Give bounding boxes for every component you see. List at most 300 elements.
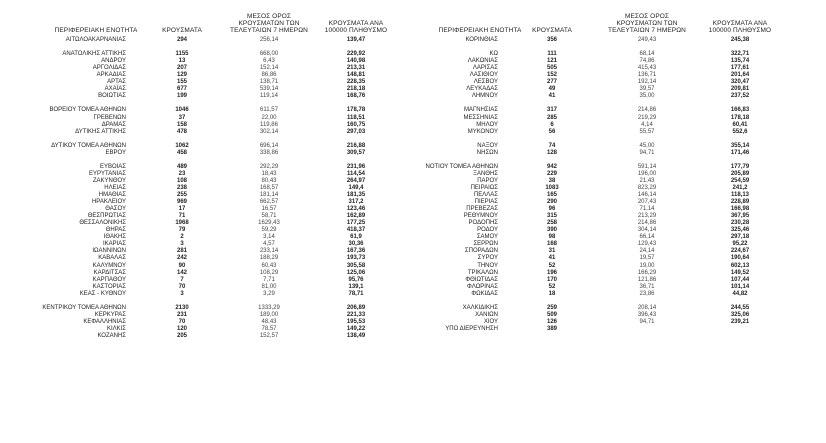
- avg-value: 138,71: [259, 79, 279, 86]
- per100k-value: 201,64: [730, 72, 750, 79]
- region-name: ΗΡΑΚΛΕΙΟΥ: [91, 199, 126, 206]
- per100k-value: 107,44: [730, 276, 750, 283]
- cases-value: 259: [546, 304, 557, 311]
- avg-value: 146,14: [637, 192, 657, 199]
- per100k-value: 181,35: [346, 192, 366, 199]
- region-name: ΝΟΤΙΟΥ ΤΟΜΕΑ ΑΘΗΝΩΝ: [425, 163, 498, 170]
- avg-value: 39,57: [639, 86, 655, 93]
- cases-value: 229: [546, 170, 557, 177]
- per100k-value: 241,2: [732, 184, 748, 191]
- per100k-value: 114,54: [346, 170, 366, 177]
- per100k-value: 418,37: [346, 227, 366, 234]
- region-name: ΜΥΚΟΝΟΥ: [467, 128, 498, 135]
- avg-value: 94,71: [639, 318, 655, 325]
- region-name: ΘΑΣΟΥ: [105, 206, 126, 213]
- region-name: ΚΑΛΥΜΝΟΥ: [92, 262, 126, 269]
- per100k-value: 60,41: [732, 121, 748, 128]
- avg-value: 78,57: [261, 325, 277, 332]
- cases-value: 128: [546, 149, 557, 156]
- region-name: ΑΡΤΑΣ: [107, 79, 126, 86]
- cases-value: 1062: [175, 142, 189, 149]
- avg-value: 539,14: [259, 86, 279, 93]
- per100k-value: 325,46: [730, 227, 750, 234]
- cases-value: 196: [546, 269, 557, 276]
- per100k-value: 123,46: [346, 206, 366, 213]
- region-name: ΡΟΔΟΠΗΣ: [468, 220, 498, 227]
- avg-value: 3,14: [263, 234, 275, 241]
- per100k-value: 140,98: [346, 58, 366, 65]
- region-name: ΙΚΑΡΙΑΣ: [102, 241, 126, 248]
- cases-value: 509: [546, 311, 557, 318]
- per100k-value: 149,22: [346, 325, 366, 332]
- avg-value: 3,29: [263, 290, 275, 297]
- per100k-value: 209,81: [730, 86, 750, 93]
- cases-value: 121: [546, 58, 557, 65]
- per100k-value: 138,49: [346, 332, 366, 339]
- avg-value: 213,29: [637, 213, 657, 220]
- avg-value: 7,71: [263, 276, 275, 283]
- region-name: ΓΡΕΒΕΝΩΝ: [93, 114, 126, 121]
- per100k-value: 305,58: [346, 262, 366, 269]
- region-name: ΞΑΝΘΗΣ: [473, 170, 498, 177]
- per100k-value: 297,18: [730, 234, 750, 241]
- avg-value: 24,14: [639, 248, 655, 255]
- avg-value: 1333,29: [258, 304, 280, 311]
- per100k-value: 177,79: [730, 163, 750, 170]
- avg-value: 208,14: [637, 304, 657, 311]
- cases-value: 290: [546, 199, 557, 206]
- region-name: ΠΑΡΟΥ: [477, 177, 498, 184]
- cases-value: 242: [176, 255, 187, 262]
- per100k-value: 228,89: [730, 199, 750, 206]
- cases-value: 389: [546, 325, 557, 332]
- per100k-value: 245,38: [730, 37, 750, 43]
- per100k-value: 229,92: [346, 51, 366, 58]
- region-name: ΚΕΑΣ - ΚΥΘΝΟΥ: [79, 290, 126, 297]
- cases-value: 49: [548, 86, 556, 93]
- cases-value: 6: [550, 121, 554, 128]
- avg-value: 696,14: [259, 142, 279, 149]
- per100k-value: 190,64: [730, 255, 750, 262]
- header-cases: ΚΡΟΥΣΜΑΤΑ: [162, 27, 202, 34]
- cases-value: 356: [546, 37, 557, 43]
- per100k-value: 30,36: [348, 241, 364, 248]
- header-avg: ΜΕΣΟΣ ΟΡΟΣ ΚΡΟΥΣΜΑΤΩΝ ΤΩΝ ΤΕΛΕΥΤΑΙΩΝ 7 ΗΜΕΡΩΝ: [230, 13, 308, 34]
- per100k-value: 95,76: [348, 276, 364, 283]
- per100k-value: 231,96: [346, 163, 366, 170]
- per100k-value: 244,55: [730, 304, 750, 311]
- cases-value: 108: [176, 177, 187, 184]
- region-name: ΚΑΡΠΑΘΟΥ: [92, 276, 126, 283]
- avg-value: 4,14: [641, 121, 653, 128]
- avg-value: 396,43: [637, 311, 657, 318]
- per100k-value: 148,81: [346, 72, 366, 79]
- cases-value: 52: [548, 262, 556, 269]
- per100k-value: 309,57: [346, 149, 366, 156]
- cases-value: 281: [176, 248, 187, 255]
- avg-value: 302,14: [259, 128, 279, 135]
- avg-value: 19,00: [639, 262, 655, 269]
- per100k-value: 355,14: [730, 142, 750, 149]
- per100k-value: 325,06: [730, 311, 750, 318]
- per100k-value: 61,9: [350, 234, 362, 241]
- avg-value: 55,57: [639, 128, 655, 135]
- avg-value: 129,43: [637, 241, 657, 248]
- region-name: ΧΑΛΚΙΔΙΚΗΣ: [462, 304, 498, 311]
- avg-value: 188,29: [259, 255, 279, 262]
- cases-value: 285: [546, 114, 557, 121]
- cases-value: 231: [176, 311, 187, 318]
- per100k-value: 166,98: [730, 206, 750, 213]
- cases-value: 390: [546, 227, 557, 234]
- avg-value: 86,86: [261, 72, 277, 79]
- avg-value: 207,43: [637, 199, 657, 206]
- avg-value: 48,43: [261, 318, 277, 325]
- cases-value: 41: [548, 255, 556, 262]
- cases-value: 255: [176, 192, 187, 199]
- avg-value: 18,43: [261, 170, 277, 177]
- region-name: ΜΑΓΝΗΣΙΑΣ: [463, 107, 498, 114]
- avg-value: 1629,43: [258, 220, 280, 227]
- per100k-value: 602,13: [730, 262, 750, 269]
- avg-value: 192,14: [637, 79, 657, 86]
- region-name: ΛΕΥΚΑΔΑΣ: [466, 86, 498, 93]
- header-region: ΠΕΡΙΦΕΡΕΙΑΚΗ ΕΝΟΤΗΤΑ: [54, 27, 138, 34]
- region-name: ΤΡΙΚΑΛΩΝ: [467, 269, 498, 276]
- region-name: ΣΕΡΡΩΝ: [473, 241, 498, 248]
- cases-value: 79: [178, 227, 186, 234]
- per100k-value: 135,74: [730, 58, 750, 65]
- region-name: ΘΕΣΠΡΩΤΙΑΣ: [87, 213, 126, 220]
- header-per100k: ΚΡΟΥΣΜΑΤΑ ΑΝΑ 100000 ΠΛΗΘΥΣΜΟ: [708, 20, 772, 34]
- avg-value: 4,57: [263, 241, 275, 248]
- per100k-value: 149,4: [348, 184, 364, 191]
- per100k-value: 264,97: [346, 177, 366, 184]
- region-name: ΗΜΑΘΙΑΣ: [98, 192, 126, 199]
- cases-value: 505: [546, 65, 557, 72]
- per100k-value: 224,67: [730, 248, 750, 255]
- region-name: ΥΠΟ ΔΙΕΡΕΥΝΗΣΗ: [445, 325, 498, 332]
- avg-value: 119,14: [260, 93, 278, 100]
- region-name: ΠΡΕΒΕΖΑΣ: [466, 206, 498, 213]
- per100k-value: 177,25: [346, 220, 366, 227]
- per100k-value: 297,03: [346, 128, 366, 135]
- cases-value: 142: [176, 269, 187, 276]
- cases-value: 126: [546, 318, 557, 325]
- cases-value: 38: [548, 177, 556, 184]
- region-name: ΛΕΣΒΟΥ: [473, 79, 498, 86]
- cases-value: 489: [176, 163, 187, 170]
- per100k-value: 254,59: [730, 177, 750, 184]
- region-name: ΠΕΛΛΑΣ: [473, 192, 498, 199]
- per100k-value: 167,36: [346, 248, 366, 255]
- cases-value: 17: [178, 206, 186, 213]
- avg-value: 304,14: [637, 227, 657, 234]
- region-name: ΚΑΡΔΙΤΣΑΣ: [93, 269, 126, 276]
- avg-value: 66,14: [639, 234, 655, 241]
- per100k-value: 367,95: [730, 213, 750, 220]
- per100k-value: 218,18: [346, 86, 366, 93]
- avg-value: 22,00: [261, 114, 277, 121]
- cases-value: 120: [176, 325, 187, 332]
- per100k-value: 552,6: [732, 128, 748, 135]
- per100k-value: 118,13: [730, 192, 750, 199]
- cases-value: 152: [546, 72, 557, 79]
- region-name: ΚΩ: [489, 51, 498, 58]
- avg-value: 36,71: [639, 283, 655, 290]
- avg-value: 58,71: [261, 213, 277, 220]
- avg-value: 219,29: [637, 114, 657, 121]
- region-name: ΑΙΤΩΛΟΑΚΑΡΝΑΝΙΑΣ: [65, 37, 126, 43]
- cases-value: 1968: [175, 220, 189, 227]
- avg-value: 256,14: [259, 37, 279, 43]
- avg-value: 168,57: [259, 184, 279, 191]
- cases-value: 129: [176, 72, 187, 79]
- region-name: ΧΑΝΙΩΝ: [475, 311, 498, 318]
- per100k-value: 195,53: [346, 318, 366, 325]
- region-name: ΕΥΡΥΤΑΝΙΑΣ: [89, 170, 126, 177]
- cases-value: 74: [548, 142, 556, 149]
- cases-value: 317: [546, 107, 557, 114]
- cases-value: 277: [546, 79, 557, 86]
- avg-value: 214,86: [637, 107, 657, 114]
- per100k-value: 216,88: [346, 142, 366, 149]
- region-name: ΡΕΘΥΜΝΟΥ: [463, 213, 498, 220]
- avg-value: 611,57: [260, 107, 278, 114]
- per100k-value: 78,71: [348, 290, 364, 297]
- per100k-value: 239,21: [730, 318, 750, 325]
- region-name: ΔΥΤΙΚΟΥ ΤΟΜΕΑ ΑΘΗΝΩΝ: [51, 142, 126, 149]
- avg-value: 19,57: [639, 255, 655, 262]
- cases-value: 13: [178, 58, 186, 65]
- region-name: ΣΥΡΟΥ: [477, 255, 498, 262]
- per100k-value: 125,06: [346, 269, 366, 276]
- region-name: ΑΧΑΪΑΣ: [104, 86, 126, 93]
- header-region: ΠΕΡΙΦΕΡΕΙΑΚΗ ΕΝΟΤΗΤΑ: [438, 27, 522, 34]
- per100k-value: 213,31: [346, 65, 366, 72]
- region-name: ΖΑΚΥΝΘΟΥ: [92, 177, 126, 184]
- avg-value: 591,14: [637, 163, 657, 170]
- region-name: ΙΘΑΚΗΣ: [103, 234, 126, 241]
- region-name: ΑΝΑΤΟΛΙΚΗΣ ΑΤΤΙΚΗΣ: [62, 51, 126, 58]
- region-name: ΤΗΝΟΥ: [477, 262, 498, 269]
- per100k-value: 178,78: [346, 107, 366, 114]
- region-name: ΕΒΡΟΥ: [105, 149, 126, 156]
- cases-value: 315: [546, 213, 557, 220]
- avg-value: 16,57: [261, 206, 277, 213]
- per100k-value: 166,83: [730, 107, 750, 114]
- per100k-value: 171,46: [730, 149, 750, 156]
- per100k-value: 168,76: [346, 93, 366, 100]
- cases-value: 18: [548, 290, 556, 297]
- cases-value: 1155: [175, 51, 189, 58]
- region-name: ΠΙΕΡΙΑΣ: [474, 199, 498, 206]
- region-name: ΘΗΡΑΣ: [105, 227, 126, 234]
- cases-value: 238: [176, 184, 187, 191]
- cases-value: 168: [546, 241, 557, 248]
- cases-value: 942: [546, 163, 557, 170]
- cases-value: 1083: [545, 184, 559, 191]
- cases-value: 1046: [175, 107, 189, 114]
- avg-value: 196,00: [637, 170, 657, 177]
- region-name: ΔΥΤΙΚΗΣ ΑΤΤΙΚΗΣ: [75, 128, 126, 135]
- cases-value: 207: [176, 65, 187, 72]
- region-name: ΔΡΑΜΑΣ: [101, 121, 126, 128]
- per100k-value: 177,61: [730, 65, 750, 72]
- per100k-value: 162,89: [346, 213, 366, 220]
- per100k-value: 44,82: [732, 290, 748, 297]
- cases-value: 96: [548, 206, 556, 213]
- region-name: ΦΘΙΩΤΙΔΑΣ: [465, 276, 498, 283]
- region-name: ΚΑΣΤΟΡΙΑΣ: [92, 283, 126, 290]
- cases-value: 90: [178, 262, 186, 269]
- cases-value: 205: [176, 332, 187, 339]
- per100k-value: 320,47: [730, 79, 750, 86]
- cases-value: 165: [546, 192, 557, 199]
- avg-value: 249,43: [637, 37, 657, 43]
- region-name: ΚΟΖΑΝΗΣ: [97, 332, 126, 339]
- cases-value: 98: [548, 234, 556, 241]
- per100k-value: 237,52: [730, 93, 750, 100]
- region-name: ΗΛΕΙΑΣ: [104, 184, 126, 191]
- avg-value: 338,86: [259, 149, 279, 156]
- region-name: ΜΗΛΟΥ: [476, 121, 498, 128]
- cases-value: 458: [176, 149, 187, 156]
- region-name: ΑΡΓΟΛΙΔΑΣ: [92, 65, 126, 72]
- avg-value: 94,71: [639, 149, 655, 156]
- avg-value: 181,14: [259, 192, 279, 199]
- avg-value: 81,00: [261, 283, 277, 290]
- region-name: ΕΥΒΟΙΑΣ: [99, 163, 126, 170]
- cases-value: 70: [178, 318, 186, 325]
- cases-value: 2: [180, 234, 184, 241]
- region-name: ΣΑΜΟΥ: [476, 234, 498, 241]
- region-name: ΦΩΚΙΔΑΣ: [471, 290, 498, 297]
- per100k-value: 193,73: [346, 255, 366, 262]
- avg-value: 823,29: [637, 184, 657, 191]
- per100k-value: 149,52: [730, 269, 750, 276]
- cases-value: 41: [548, 93, 556, 100]
- region-name: ΑΡΚΑΔΙΑΣ: [96, 72, 126, 79]
- region-name: ΧΙΟΥ: [483, 318, 498, 325]
- region-name: ΦΛΩΡΙΝΑΣ: [467, 283, 498, 290]
- per100k-value: 160,75: [346, 121, 366, 128]
- avg-value: 136,71: [637, 72, 657, 79]
- per100k-value: 230,28: [730, 220, 750, 227]
- avg-value: 152,14: [259, 65, 279, 72]
- avg-value: 233,14: [259, 248, 279, 255]
- avg-value: 59,29: [261, 227, 277, 234]
- cases-value: 70: [178, 283, 186, 290]
- cases-value: 2130: [175, 304, 189, 311]
- region-name: ΚΕΡΚΥΡΑΣ: [94, 311, 126, 318]
- region-name: ΝΑΞΟΥ: [477, 142, 498, 149]
- avg-value: 71,14: [639, 206, 655, 213]
- cases-value: 158: [176, 121, 187, 128]
- region-name: ΝΗΣΩΝ: [476, 149, 498, 156]
- region-name: ΚΕΦΑΛΛΗΝΙΑΣ: [83, 318, 126, 325]
- avg-value: 45,00: [639, 142, 655, 149]
- region-name: ΛΗΜΝΟΥ: [471, 93, 498, 100]
- per100k-value: 205,89: [730, 170, 750, 177]
- avg-value: 60,43: [261, 262, 277, 269]
- region-name: ΡΟΔΟΥ: [477, 227, 498, 234]
- per100k-value: 228,35: [346, 79, 366, 86]
- avg-value: 80,43: [261, 177, 277, 184]
- avg-value: 35,00: [639, 93, 655, 100]
- cases-value: 7: [180, 276, 184, 283]
- cases-value: 258: [546, 220, 557, 227]
- region-name: ΚΑΒΑΛΑΣ: [98, 255, 126, 262]
- cases-value: 52: [548, 283, 556, 290]
- header-per100k: ΚΡΟΥΣΜΑΤΑ ΑΝΑ 100000 ΠΛΗΘΥΣΜΟ: [324, 20, 388, 34]
- per100k-value: 206,89: [346, 304, 366, 311]
- avg-value: 108,29: [259, 269, 279, 276]
- avg-value: 152,57: [259, 332, 279, 339]
- cases-value: 478: [176, 128, 187, 135]
- avg-value: 74,86: [639, 58, 655, 65]
- region-name: ΜΕΣΣΗΝΙΑΣ: [463, 114, 498, 121]
- per100k-value: 95,22: [732, 241, 748, 248]
- region-name: ΒΟΙΩΤΙΑΣ: [98, 93, 126, 100]
- avg-value: 292,29: [259, 163, 279, 170]
- header-cases: ΚΡΟΥΣΜΑΤΑ: [532, 27, 572, 34]
- cases-value: 969: [176, 199, 187, 206]
- avg-value: 662,57: [259, 199, 279, 206]
- region-name: ΚΟΡΙΝΘΙΑΣ: [465, 37, 498, 43]
- per100k-value: 118,51: [346, 114, 366, 121]
- per100k-value: 322,71: [730, 51, 750, 58]
- region-name: ΑΝΔΡΟΥ: [101, 58, 126, 65]
- region-name: ΛΑΡΙΣΑΣ: [472, 65, 498, 72]
- cases-value: 199: [176, 93, 187, 100]
- cases-value: 294: [176, 37, 187, 43]
- header-avg: ΜΕΣΟΣ ΟΡΟΣ ΚΡΟΥΣΜΑΤΩΝ ΤΩΝ ΤΕΛΕΥΤΑΙΩΝ 7 ΗΜΕΡΩΝ: [608, 13, 686, 34]
- cases-value: 677: [176, 86, 187, 93]
- per100k-value: 317,2: [348, 199, 364, 206]
- region-name: ΙΩΑΝΝΙΝΩΝ: [92, 248, 126, 255]
- avg-value: 214,86: [637, 220, 657, 227]
- region-name: ΛΑΣΙΘΙΟΥ: [469, 72, 498, 79]
- cases-value: 3: [180, 290, 184, 297]
- cases-value: 71: [178, 213, 186, 220]
- cases-value: 31: [548, 248, 556, 255]
- region-name: ΘΕΣΣΑΛΟΝΙΚΗΣ: [79, 220, 126, 227]
- cases-value: 3: [180, 241, 184, 248]
- avg-value: 121,86: [637, 276, 657, 283]
- cases-value: 37: [178, 114, 186, 121]
- cases-value: 170: [546, 276, 557, 283]
- avg-value: 6,43: [263, 58, 275, 65]
- avg-value: 68,14: [639, 51, 655, 58]
- avg-value: 119,86: [260, 121, 278, 128]
- avg-value: 189,00: [259, 311, 279, 318]
- avg-value: 21,43: [639, 177, 655, 184]
- region-name: ΠΕΙΡΑΙΩΣ: [470, 184, 498, 191]
- region-name: ΒΟΡΕΙΟΥ ΤΟΜΕΑ ΑΘΗΝΩΝ: [49, 107, 126, 114]
- region-name: ΣΠΟΡΑΔΩΝ: [464, 248, 498, 255]
- per100k-value: 139,1: [348, 283, 364, 290]
- region-name: ΚΕΝΤΡΙΚΟΥ ΤΟΜΕΑ ΑΘΗΝΩΝ: [42, 304, 126, 311]
- avg-value: 668,00: [259, 51, 279, 58]
- avg-value: 166,29: [637, 269, 657, 276]
- region-name: ΛΑΚΩΝΙΑΣ: [467, 58, 498, 65]
- per100k-value: 221,33: [346, 311, 366, 318]
- avg-value: 23,86: [639, 290, 655, 297]
- per100k-value: 178,18: [730, 114, 750, 121]
- per100k-value: 139,47: [346, 37, 366, 43]
- region-name: ΚΙΛΚΙΣ: [106, 325, 126, 332]
